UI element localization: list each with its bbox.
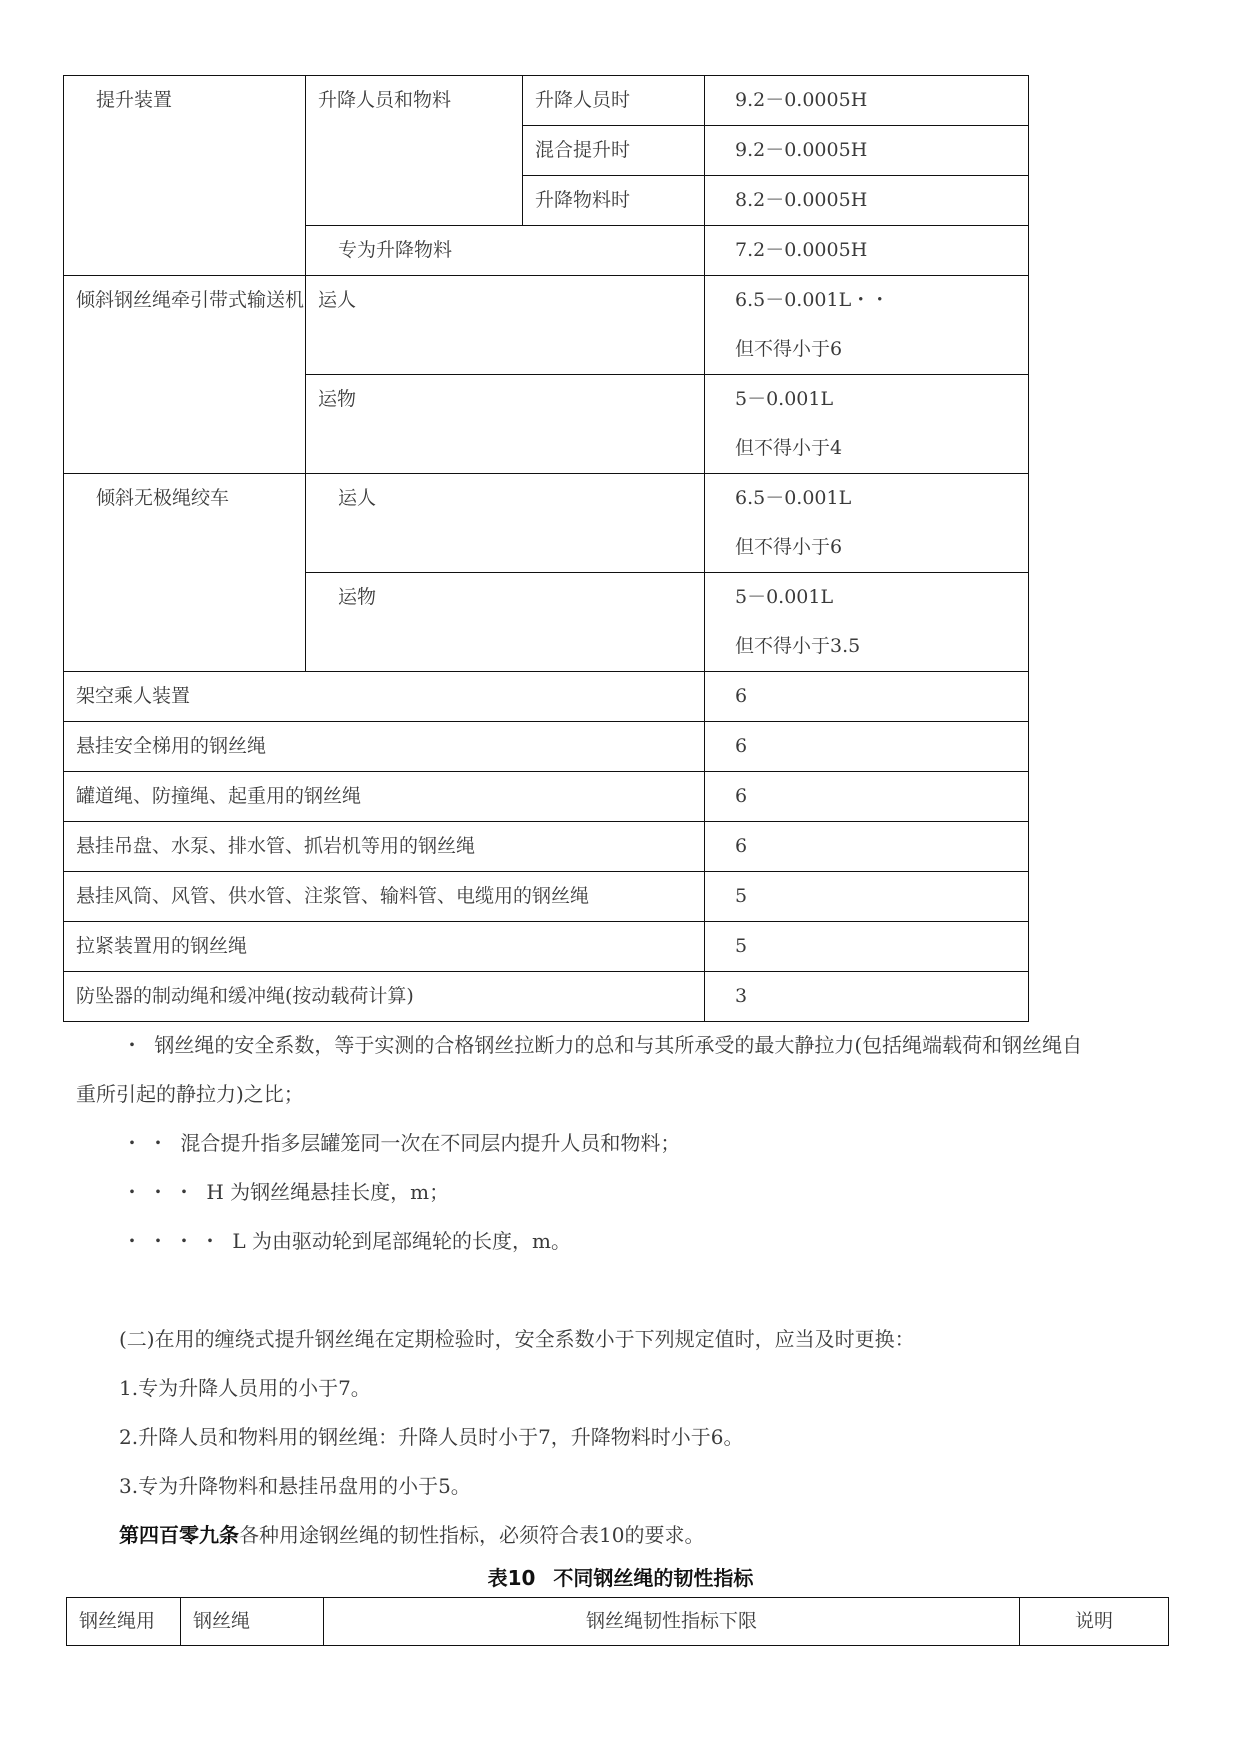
value-cell [705,573,1029,672]
subcategory-cell: 运人 [306,276,705,375]
table-row [64,672,1029,722]
value-cell: 3 [705,972,1029,1022]
table-row [64,972,1029,1022]
value-cell [705,375,1029,474]
item-cell: 拉紧装置用的钢丝绳 [64,922,705,972]
footnote-text: 混合提升指多层罐笼同一次在不同层内提升人员和物料； [180,1131,681,1155]
value-cell: 5 [705,872,1029,922]
footnote-marker: ・・ [122,1131,174,1155]
table-number: 表10 [487,1566,536,1590]
item-cell: 架空乘人装置 [64,672,705,722]
item-cell: 悬挂吊盘、水泵、排水管、抓岩机等用的钢丝绳 [64,822,705,872]
table-row [64,722,1029,772]
value-cell [705,474,1029,573]
article-409 [119,1523,704,1547]
list-item: 2.升降人员和物料用的钢丝绳：升降人员时小于7，升降物料时小于6。 [119,1425,744,1449]
value-formula: 5－0.001L [735,586,834,608]
footnote-marker: ・・・ [122,1180,200,1204]
list-item: 1.专为升降人员用的小于7。 [119,1376,371,1400]
footnote-1 [122,1033,1082,1057]
value-cell: 8.2－0.0005H [705,176,1029,226]
table-row [64,474,1029,573]
article-title: 第四百零九条 [119,1523,239,1547]
article-text: 各种用途钢丝绳的韧性指标，必须符合表10的要求。 [239,1523,705,1547]
condition-cell: 混合提升时 [523,126,705,176]
subcategory-cell: 运物 [306,573,705,672]
value-cell: 6 [705,822,1029,872]
footnote-1-continued: 重所引起的静拉力)之比； [76,1082,304,1106]
value-formula: 5－0.001L [735,388,834,410]
footnote-text: H 为钢丝绳悬挂长度，m； [206,1180,450,1204]
footnote-4 [122,1229,571,1253]
value-cell: 6 [705,772,1029,822]
table-row [64,772,1029,822]
table-row [64,822,1029,872]
item-cell: 防坠器的制动绳和缓冲绳(按动载荷计算) [64,972,705,1022]
footnote-text: 钢丝绳的安全系数，等于实测的合格钢丝拉断力的总和与其所承受的最大静拉力(包括绳端载荷和钢丝绳自 [154,1033,1083,1057]
condition-cell: 升降物料时 [523,176,705,226]
subcategory-cell: 专为升降物料 [306,226,705,276]
table-row [64,76,1029,126]
table-row [64,872,1029,922]
safety-factor-table [63,75,1029,1022]
subcategory-cell: 运物 [306,375,705,474]
category-cell: 提升装置 [64,76,306,276]
subcategory-cell: 运人 [306,474,705,573]
table-row [64,276,1029,375]
table-row [64,922,1029,972]
value-minimum: 但不得小于4 [735,437,843,459]
value-cell: 5 [705,922,1029,972]
value-cell: 6 [705,672,1029,722]
subcategory-cell: 升降人员和物料 [306,76,523,226]
table-header-row [67,1598,1169,1646]
footnote-marker: ・・・・ [122,1229,226,1253]
value-formula: 6.5－0.001L・・ [735,289,890,311]
footnote-3 [122,1180,449,1204]
column-header: 钢丝绳用 [67,1598,181,1646]
footnote-marker: ・ [122,1033,148,1057]
footnote-2 [122,1131,680,1155]
column-header: 钢丝绳 [181,1598,324,1646]
condition-cell: 升降人员时 [523,76,705,126]
column-header: 钢丝绳韧性指标下限 [324,1598,1020,1646]
value-cell: 6 [705,722,1029,772]
category-cell: 倾斜钢丝绳牵引带式输送机 [64,276,306,474]
value-minimum: 但不得小于3.5 [735,635,861,657]
value-cell: 7.2－0.0005H [705,226,1029,276]
section-intro: (二)在用的缠绕式提升钢丝绳在定期检验时，安全系数小于下列规定值时，应当及时更换： [119,1327,915,1351]
toughness-table [66,1597,1169,1646]
item-cell: 罐道绳、防撞绳、起重用的钢丝绳 [64,772,705,822]
value-formula: 6.5－0.001L [735,487,852,509]
value-cell [705,276,1029,375]
value-cell: 9.2－0.0005H [705,76,1029,126]
value-cell: 9.2－0.0005H [705,126,1029,176]
table-caption [0,1562,1241,1591]
item-cell: 悬挂安全梯用的钢丝绳 [64,722,705,772]
table-title: 不同钢丝绳的韧性指标 [553,1566,754,1590]
list-item: 3.专为升降物料和悬挂吊盘用的小于5。 [119,1474,471,1498]
category-cell: 倾斜无极绳绞车 [64,474,306,672]
column-header: 说明 [1020,1598,1169,1646]
value-minimum: 但不得小于6 [735,536,843,558]
item-cell: 悬挂风筒、风管、供水管、注浆管、输料管、电缆用的钢丝绳 [64,872,705,922]
value-minimum: 但不得小于6 [735,338,843,360]
footnote-text: L 为由驱动轮到尾部绳轮的长度，m。 [232,1229,571,1253]
